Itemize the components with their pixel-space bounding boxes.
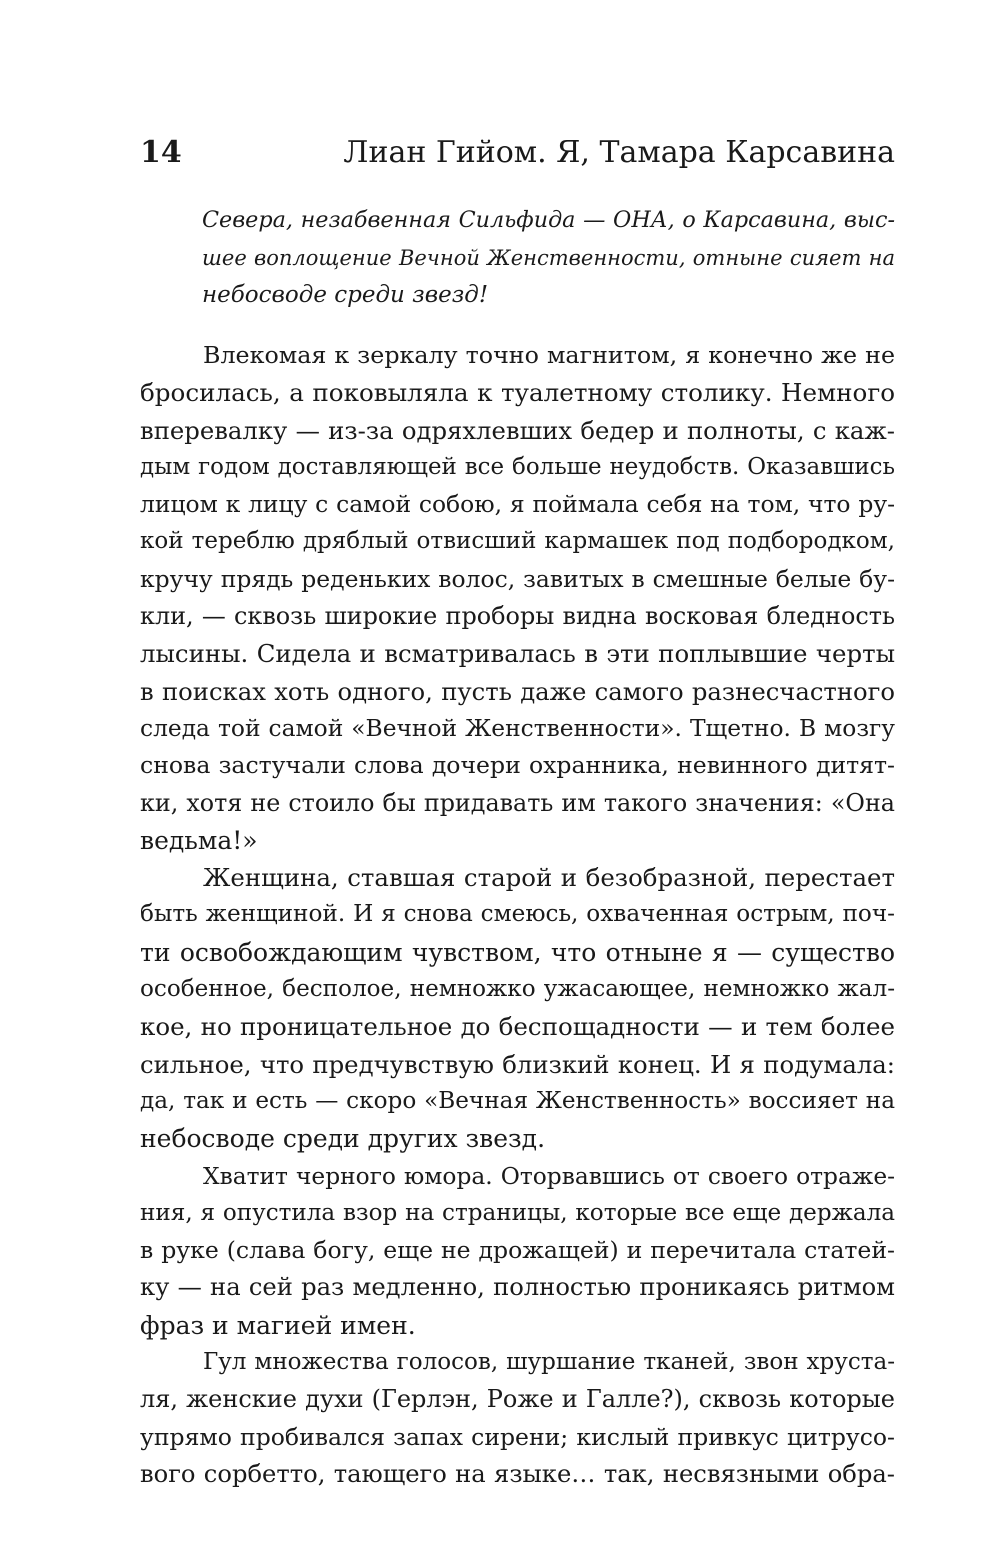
text-line: упрямо пробивался запах сирени; кислый привкус цитрусо-	[140, 1422, 895, 1451]
text-line: фраз и магией имен.	[140, 1310, 416, 1340]
text-line: ти освобождающим чувством, что отныне я — существо	[140, 937, 895, 967]
page-number: 14	[140, 135, 182, 170]
text-line: Женщина, ставшая старой и безобразной, перестает	[203, 863, 895, 893]
text-line: ния, я опустила взор на страницы, которые все еще держала	[140, 1199, 895, 1226]
text-line: ведьма!»	[140, 825, 258, 855]
text-line: в поисках хоть одного, пусть даже самого разнесчастного	[140, 676, 895, 706]
text-line: кой тереблю дряблый отвисший кармашек под подбородком,	[140, 528, 895, 555]
text-line: да, так и есть — скоро «Вечная Женственность» воссияет на	[140, 1087, 895, 1114]
text-line: быть женщиной. И я снова смеюсь, охваченная острым, поч-	[140, 901, 895, 928]
running-title: Лиан Гийом. Я, Тамара Карсавина	[343, 135, 895, 170]
text-line: лицом к лицу с самой собою, я поймала себя на том, что ру-	[140, 490, 895, 519]
text-line: дым годом доставляющей все больше неудобств. Оказавшись	[140, 453, 895, 480]
text-line: вого сорбетто, тающего на языке… так, несвязными обра-	[140, 1459, 895, 1488]
text-line: особенное, бесполое, немножко ужасающее, немножко жал-	[140, 976, 895, 1003]
text-line: ля, женские духи (Герлэн, Роже и Галле?), сквозь которые	[140, 1385, 895, 1414]
text-line: кое, но проницательное до беспощадности — и тем более	[140, 1012, 895, 1042]
epigraph-line: небосводе среди звезд!	[202, 282, 489, 308]
text-line: кли, — сквозь широкие проборы видна восковая бледность	[140, 602, 895, 631]
text-line: кручу прядь реденьких волос, завитых в смешные белые бу-	[140, 564, 895, 593]
text-line: лысины. Сидела и всматривалась в эти поплывшие черты	[140, 639, 895, 669]
text-line: Влекомая к зеркалу точно магнитом, я конечно же не	[203, 341, 895, 369]
text-line: следа той самой «Вечной Женственности». Тщетно. В мозгу	[140, 713, 895, 742]
text-line: небосводе среди других звезд.	[140, 1124, 546, 1154]
text-line: снова застучали слова дочери охранника, невинного дитят-	[140, 751, 895, 780]
running-head	[140, 130, 895, 180]
body-text	[140, 337, 895, 1493]
text-line: Гул множества голосов, шуршание тканей, звон хруста-	[203, 1349, 895, 1376]
text-line: Хватит черного юмора. Оторвавшись от своего отраже-	[203, 1162, 895, 1190]
text-line: ку — на сей раз медленно, полностью проникаясь ритмом	[140, 1273, 895, 1302]
epigraph	[202, 202, 895, 315]
text-line: в руке (слава богу, еще не дрожащей) и перечитала статей-	[140, 1236, 895, 1265]
text-line: ки, хотя не стоило бы придавать им такого значения: «Она	[140, 788, 895, 817]
epigraph-line: шее воплощение Вечной Женственности, отныне сияет на	[202, 245, 895, 270]
text-line: сильное, что предчувствую близкий конец. И я подумала:	[140, 1049, 895, 1079]
epigraph-line: Севера, незабвенная Сильфида — ОНА, о Карсавина, выс-	[202, 207, 895, 233]
text-line: бросилась, а поковыляла к туалетному столику. Немного	[140, 378, 895, 408]
text-line: вперевалку — из-за одряхлевших бедер и полноты, с каж-	[140, 415, 895, 445]
